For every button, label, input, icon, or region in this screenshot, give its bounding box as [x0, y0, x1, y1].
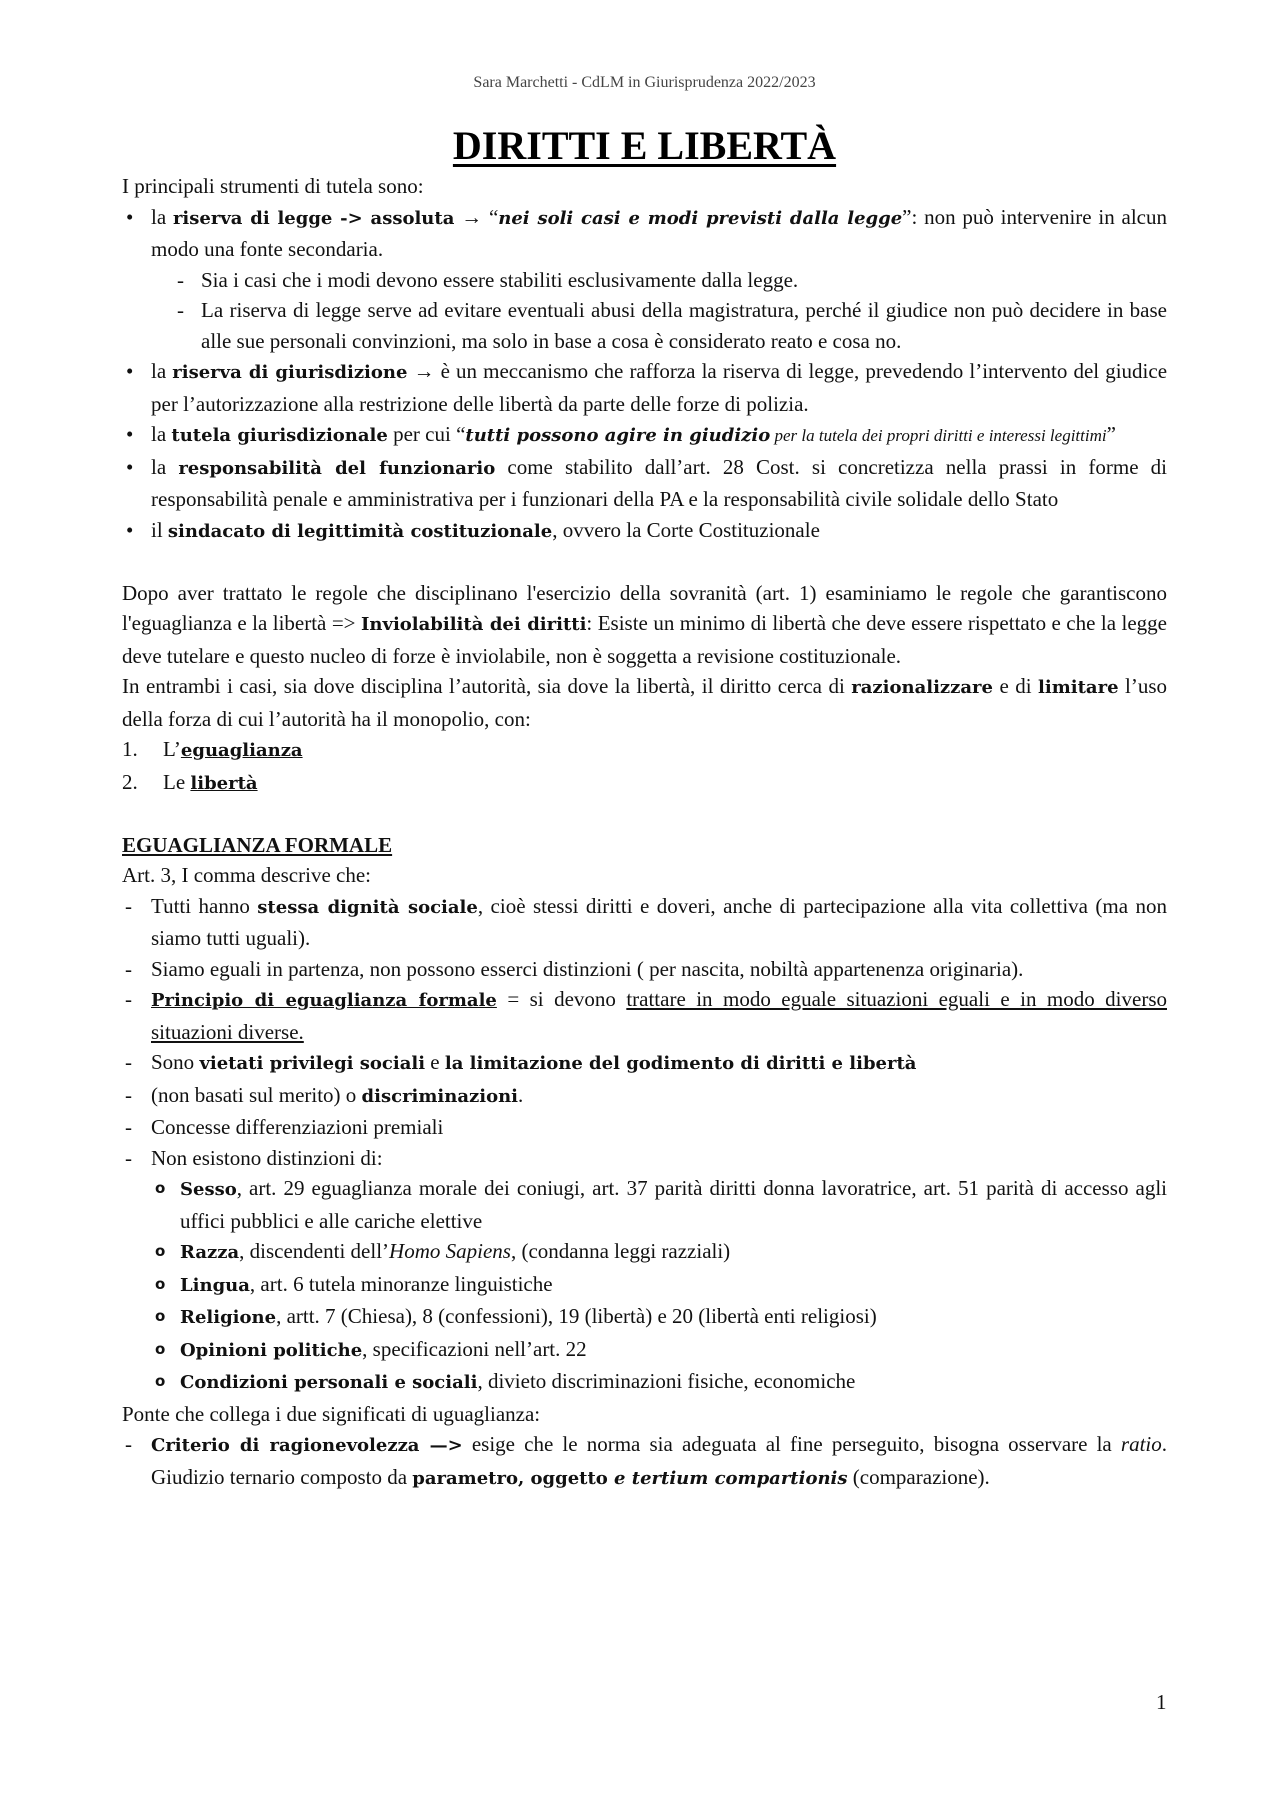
sub-list-item	[122, 295, 1167, 356]
text-run: tutela giurisdizionale	[171, 425, 388, 446]
circle-bullet-item	[122, 1173, 1167, 1236]
text-run: = si devono	[496, 987, 627, 1011]
text-run: responsabilità del funzionario	[178, 457, 496, 479]
paragraph	[122, 671, 1167, 734]
bullet-icon: -	[125, 987, 132, 1011]
text-run: → è un meccanismo che rafforza la riserva di legge, prevedendo l’intervento del giudice per l’autorizzazione alla restrizione delle libertà da parte delle forze di polizia.	[151, 359, 1168, 416]
bullet-icon: •	[126, 454, 134, 479]
text-run: l’uso della forza di cui l’autorità ha il monopolio, con:	[122, 674, 1168, 731]
text-run: Inviolabilità dei diritti	[360, 614, 587, 635]
text-run: Dopo aver trattato le regole che disciplinano l'esercizio della sovranità (art. 1) esaminiamo le regole che garantiscono l'eguaglianza e la libertà =>	[122, 580, 1167, 635]
paragraph	[122, 171, 1167, 202]
page-title	[122, 122, 1167, 170]
text-run: come stabilito dall’art. 28 Cost. si concretizza nella prassi in forme di responsabilità penale e amministrativa per i funzionari della PA e la responsabilità civile solidale dello Stato	[151, 454, 1168, 511]
text-run: la	[151, 454, 179, 479]
text-run: esige che le norma sia adeguata al fine perseguito, bisogna osservare la	[462, 1432, 1121, 1456]
text-run: I principali strumenti di tutela sono:	[122, 174, 424, 198]
bullet-icon: •	[126, 204, 134, 229]
bullet-icon: -	[125, 893, 132, 918]
text-run: Sesso	[180, 1179, 237, 1200]
text-run: : Esiste un minimo di libertà che deve essere rispettato e che la legge deve tutelare e questo nucleo di forze è inviolabile, non è soggetta a revisione costituzionale.	[122, 611, 1167, 668]
text-run: , art. 6 tutela minoranze linguistiche	[249, 1271, 553, 1296]
text-run: limitare	[1038, 677, 1119, 698]
text-run: e	[425, 1050, 445, 1074]
dash-item	[122, 954, 1167, 985]
text-run: La riserva di legge serve ad evitare eventuali abusi della magistratura, perché il giudice non può decidere in base alle sue personali convinzioni, ma solo in base a cosa è considerato reato e cosa no.	[201, 298, 1167, 353]
text-run: eguaglianza	[180, 740, 303, 761]
text-run: , discendenti dell’	[239, 1239, 390, 1263]
bullet-icon: •	[126, 422, 134, 446]
bullet-item	[122, 202, 1167, 265]
bullet-icon: -	[125, 1050, 132, 1074]
text-run: vietati privilegi sociali	[199, 1053, 426, 1074]
text-run: riserva di giurisdizione	[172, 362, 408, 383]
text-run: la	[151, 204, 173, 229]
text-run: la limitazione del godimento di diritti e libertà	[444, 1053, 917, 1074]
bullet-item	[122, 515, 1167, 548]
text-run: Religione	[180, 1307, 277, 1328]
dash-item	[122, 1112, 1167, 1143]
sub-list-item	[122, 265, 1167, 296]
text-run: la	[151, 422, 172, 446]
circle-bullet-item	[122, 1366, 1167, 1399]
text-run: Razza	[180, 1242, 240, 1263]
bullet-icon: -	[125, 956, 132, 981]
dash-item	[122, 1429, 1167, 1494]
text-run: , artt. 7 (Chiesa), 8 (confessioni), 19 (libertà) e 20 (libertà enti religiosi)	[276, 1304, 877, 1328]
text-run: per la tutela dei propri diritti e interessi legittimi	[770, 426, 1107, 445]
text-run: parametro, oggetto	[412, 1467, 615, 1489]
text-run: L’	[163, 737, 181, 761]
text-run: Lingua	[180, 1274, 250, 1296]
text-run: sindacato di legittimità costituzionale	[167, 520, 553, 542]
text-run: (non basati sul merito) o	[151, 1082, 362, 1107]
numbered-item	[122, 734, 1167, 767]
text-run: nei soli casi e modi previsti dalla legge	[498, 207, 903, 229]
text-run: Condizioni personali e sociali	[180, 1372, 478, 1393]
circle-bullet-icon: o	[155, 1274, 166, 1293]
text-run: la	[151, 359, 173, 383]
text-run: e di	[992, 674, 1039, 698]
dash-item	[122, 891, 1167, 954]
circle-bullet-item	[122, 1269, 1167, 1302]
bullet-icon: •	[126, 359, 134, 383]
paragraph	[122, 830, 1167, 861]
paragraph	[122, 578, 1167, 672]
text-run: (comparazione).	[847, 1464, 990, 1489]
bullet-item	[122, 356, 1167, 419]
text-run: riserva di legge -> assoluta	[172, 207, 455, 229]
text-run: Le	[163, 769, 191, 794]
text-run: , divieto discriminazioni fisiche, economiche	[477, 1369, 856, 1393]
numbered-item	[122, 767, 1167, 800]
dash-item	[122, 1080, 1167, 1113]
circle-bullet-icon: o	[155, 1372, 166, 1390]
paragraph	[122, 1399, 1167, 1430]
text-run: Tutti hanno	[151, 893, 258, 918]
bullet-icon: -	[125, 1145, 132, 1170]
bullet-icon: -	[125, 1432, 132, 1456]
text-run: Concesse differenziazioni premiali	[151, 1115, 444, 1139]
text-run: Sia i casi che i modi devono essere stabiliti esclusivamente dalla legge.	[201, 267, 799, 292]
bullet-icon: -	[177, 267, 184, 292]
text-run: Principio di eguaglianza formale	[151, 990, 497, 1011]
bullet-item	[122, 452, 1167, 515]
page-number: 1	[1156, 1690, 1167, 1714]
blank-line	[122, 547, 1167, 578]
text-run: , art. 29 eguaglianza morale dei coniugi, art. 37 parità diritti donna lavoratrice, art. 51 parità di accesso agli uffici pubblici e alle cariche elettive	[180, 1176, 1167, 1233]
list-number: 1.	[122, 737, 138, 761]
bullet-icon: -	[125, 1115, 132, 1139]
text-run: razionalizzare	[851, 677, 993, 698]
text-run: , specificazioni nell’art. 22	[362, 1336, 587, 1361]
circle-bullet-icon: o	[155, 1242, 166, 1260]
bullet-icon: •	[126, 517, 134, 542]
text-run: Siamo eguali in partenza, non possono esserci distinzioni ( per nascita, nobiltà appartenenza originaria).	[151, 956, 1024, 981]
dash-item	[122, 1143, 1167, 1174]
blank-line	[122, 799, 1167, 830]
circle-bullet-icon: o	[155, 1339, 166, 1358]
text-run: In entrambi i casi, sia dove disciplina l’autorità, sia dove la libertà, il diritto cerca di	[122, 674, 852, 698]
text-run: Ponte che collega i due significati di uguaglianza:	[122, 1401, 541, 1426]
page-title-text: DIRITTI E LIBERTÀ	[452, 123, 837, 168]
circle-bullet-icon: o	[155, 1179, 166, 1197]
text-run: discriminazioni	[361, 1085, 519, 1107]
text-run: trattare in modo eguale situazioni eguali e in modo diverso situazioni diverse.	[151, 987, 1167, 1044]
text-run: Sono	[151, 1050, 200, 1074]
text-run: EGUAGLIANZA FORMALE	[122, 832, 393, 857]
text-run: Art. 3, I comma descrive che:	[122, 863, 371, 887]
text-run: , ovvero la Corte Costituzionale	[552, 517, 820, 542]
document-body	[122, 171, 1167, 1494]
circle-bullet-item	[122, 1334, 1167, 1367]
circle-bullet-item	[122, 1236, 1167, 1269]
text-run: . Giudizio ternario composto da	[151, 1432, 1167, 1489]
text-run: Homo Sapiens	[389, 1239, 511, 1263]
bullet-icon: -	[125, 1082, 132, 1107]
text-run: .	[518, 1082, 524, 1107]
text-run: , cioè stessi diritti e doveri, anche di partecipazione alla vita collettiva (ma non siamo tutti uguali).	[151, 893, 1168, 950]
text-run: → “	[454, 204, 499, 229]
circle-bullet-icon: o	[155, 1307, 166, 1325]
text-run: e tertium compartionis	[614, 1467, 848, 1489]
text-run: ”: non può intervenire in alcun modo una fonte secondaria.	[151, 204, 1167, 261]
text-run: ”	[1106, 422, 1116, 446]
text-run: ratio	[1120, 1432, 1162, 1456]
dash-item	[122, 984, 1167, 1047]
list-number: 2.	[122, 769, 138, 794]
circle-bullet-item	[122, 1301, 1167, 1334]
text-run: il	[151, 517, 168, 542]
bullet-item	[122, 419, 1167, 452]
text-run: stessa dignità sociale	[257, 896, 478, 918]
text-run: Criterio di ragionevolezza —>	[151, 1435, 463, 1456]
text-run: Opinioni politiche	[180, 1339, 363, 1361]
bullet-icon: -	[177, 298, 184, 322]
text-run: per cui “	[387, 422, 466, 446]
text-run: Non esistono distinzioni di:	[151, 1145, 383, 1170]
dash-item	[122, 1047, 1167, 1080]
page-header: Sara Marchetti - CdLM in Giurisprudenza 2022/2023	[473, 74, 816, 91]
text-run: tutti possono agire in giudizio	[465, 425, 771, 446]
text-run: libertà	[190, 772, 258, 794]
paragraph	[122, 860, 1167, 891]
text-run: , (condanna leggi razziali)	[510, 1239, 731, 1263]
